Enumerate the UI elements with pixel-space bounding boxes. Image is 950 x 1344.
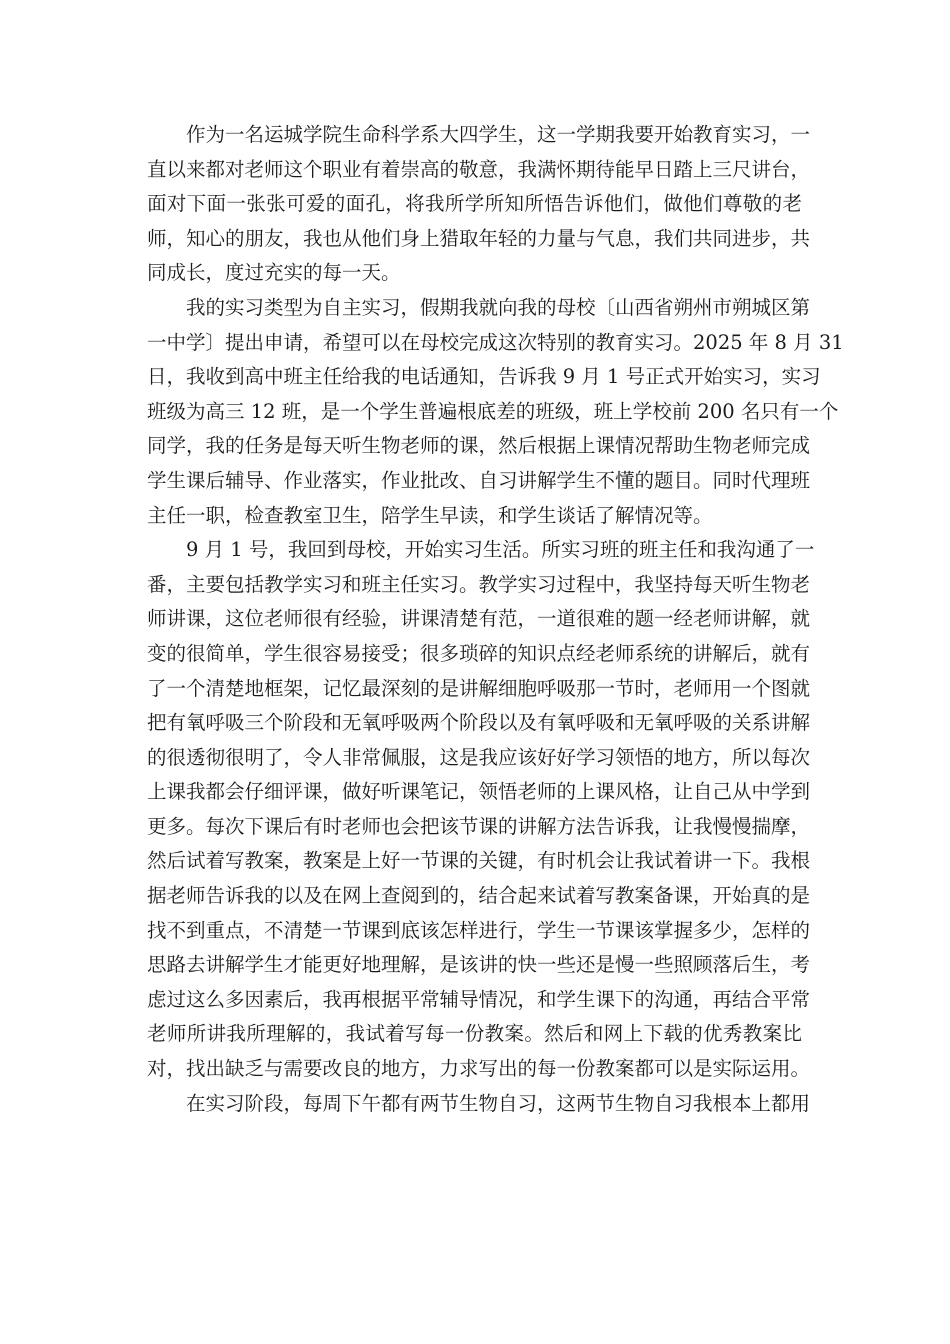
text-line: 班级为高三 12 班，是一个学生普遍根底差的班级，班上学校前 200 名只有一个 xyxy=(147,399,839,423)
text-line: 对，找出缺乏与需要改良的地方，力求写出的每一份教案都可以是实际运用。 xyxy=(147,1057,811,1081)
text-line: 番，主要包括教学实习和班主任实习。教学实习过程中，我坚持每天听生物老 xyxy=(147,572,811,596)
paragraph-internship-type xyxy=(147,291,844,533)
text-line: 面对下面一张张可爱的面孔，将我所学所知所悟告诉他们，做他们尊敬的老 xyxy=(147,192,802,216)
document-page xyxy=(147,118,844,1121)
text-line: 同成长，度过充实的每一天。 xyxy=(147,261,401,285)
text-line: 思路去讲解学生才能更好地理解，是该讲的快一些还是慢一些照顾落后生，考 xyxy=(147,953,811,977)
text-line: 上课我都会仔细评课，做好听课笔记，领悟老师的上课风格，让自己从中学到 xyxy=(147,780,811,804)
text-line: 老师所讲我所理解的，我试着写每一份教案。然后和网上下载的优秀教案比 xyxy=(147,1022,802,1046)
text-line: 9 月 1 号，我回到母校，开始实习生活。所实习班的班主任和我沟通了一 xyxy=(186,538,815,562)
text-line: 一中学〕提出申请，希望可以在母校完成这次特别的教育实习。2025 年 8 月 31 xyxy=(147,330,844,354)
paragraph-teaching-practice xyxy=(147,533,815,1087)
text-line: 找不到重点，不清楚一节课到底该怎样进行，学生一节课该掌握多少，怎样的 xyxy=(147,918,811,942)
text-line: 了一个清楚地框架，记忆最深刻的是讲解细胞呼吸那一节时，老师用一个图就 xyxy=(147,676,811,700)
text-line: 直以来都对老师这个职业有着崇高的敬意，我满怀期待能早日踏上三尺讲台， xyxy=(147,157,811,181)
text-line: 然后试着写教案，教案是上好一节课的关键，有时机会让我试着讲一下。我根 xyxy=(147,849,811,873)
text-line: 的很透彻很明了，令人非常佩服，这是我应该好好学习领悟的地方，所以每次 xyxy=(147,745,811,769)
text-line: 把有氧呼吸三个阶段和无氧呼吸两个阶段以及有氧呼吸和无氧呼吸的关系讲解 xyxy=(147,711,811,735)
text-line: 师讲课，这位老师很有经验，讲课清楚有范，一道很难的题一经老师讲解，就 xyxy=(147,607,811,631)
text-line: 师，知心的朋友，我也从他们身上猎取年轻的力量与气息，我们共同进步，共 xyxy=(147,226,811,250)
paragraph-self-study xyxy=(147,1087,811,1122)
paragraph-intro xyxy=(147,118,811,291)
text-line: 学生课后辅导、作业落实，作业批改、自习讲解学生不懂的题目。同时代理班 xyxy=(147,468,811,492)
text-line: 同学，我的任务是每天听生物老师的课，然后根据上课情况帮助生物老师完成 xyxy=(147,434,811,458)
text-line: 据老师告诉我的以及在网上查阅到的，结合起来试着写教案备课，开始真的是 xyxy=(147,884,811,908)
text-line: 在实习阶段，每周下午都有两节生物自习，这两节生物自习我根本上都用 xyxy=(186,1091,811,1115)
text-line: 变的很简单，学生很容易接受；很多琐碎的知识点经老师系统的讲解后，就有 xyxy=(147,641,811,665)
text-line: 作为一名运城学院生命科学系大四学生，这一学期我要开始教育实习，一 xyxy=(186,123,811,146)
text-line: 更多。每次下课后有时老师也会把该节课的讲解方法告诉我，让我慢慢揣摩， xyxy=(147,814,811,838)
text-line: 主任一职，检查教室卫生，陪学生早读，和学生谈话了解情况等。 xyxy=(147,503,713,527)
text-line: 日，我收到高中班主任给我的电话通知，告诉我 9 月 1 号正式开始实习，实习 xyxy=(147,365,821,389)
text-line: 虑过这么多因素后，我再根据平常辅导情况，和学生课下的沟通，再结合平常 xyxy=(147,987,811,1011)
text-line: 我的实习类型为自主实习，假期我就向我的母校〔山西省朔州市朔城区第 xyxy=(186,295,811,319)
